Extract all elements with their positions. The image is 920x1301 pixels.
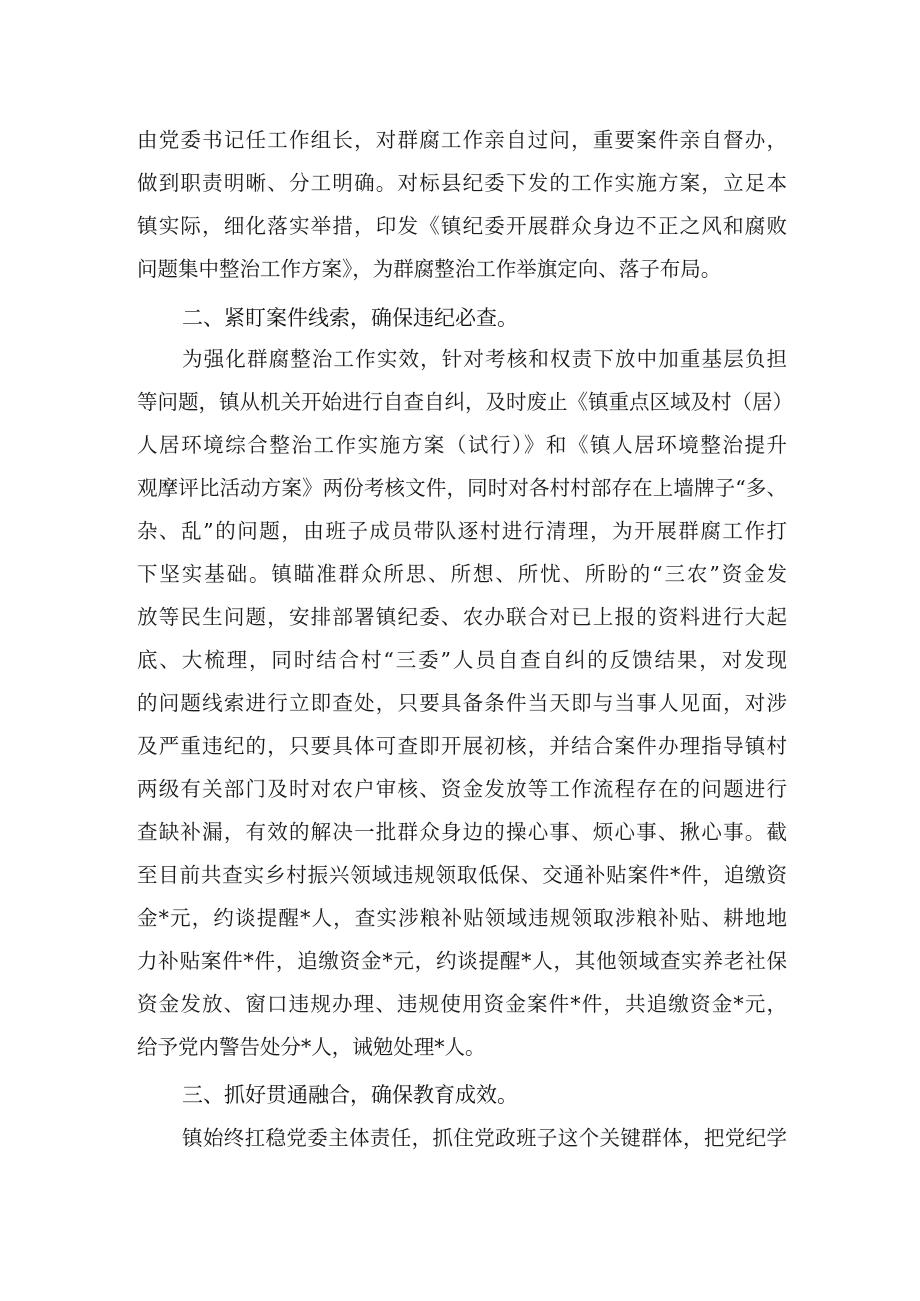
section-heading-2: 二、紧盯案件线索，确保违纪必查。 — [182, 306, 518, 330]
paragraph-line: 及严重违纪的，只要具体可查即开展初核，并结合案件办理指导镇村 — [137, 734, 787, 758]
paragraph-line: 镇始终扛稳党委主体责任，抓住党政班子这个关键群体，把党纪学 — [182, 1126, 787, 1150]
paragraph-line: 下坚实基础。镇瞄准群众所思、所想、所忧、所盼的“三农”资金发 — [137, 562, 787, 586]
paragraph-line: 查缺补漏，有效的解决一批群众身边的操心事、烦心事、揪心事。截 — [137, 820, 787, 844]
paragraph-line: 问题集中整治工作方案》，为群腐整治工作举旗定向、落子布局。 — [137, 257, 722, 281]
paragraph-line: 观摩评比活动方案》两份考核文件，同时对各村村部存在上墙牌子“多、 — [137, 476, 787, 500]
paragraph-line: 力补贴案件*件，追缴资金*元，约谈提醒*人，其他领域查实养老社保 — [137, 949, 787, 973]
paragraph-line: 人居环境综合整治工作实施方案（试行）》和《镇人居环境整治提升 — [137, 433, 787, 457]
paragraph-line: 给予党内警告处分*人，诫勉处理*人。 — [137, 1035, 486, 1059]
paragraph-line: 两级有关部门及时对农户审核、资金发放等工作流程存在的问题进行 — [137, 777, 787, 801]
paragraph-line: 等问题，镇从机关开始进行自查自纠，及时废止《镇重点区域及村（居） — [137, 390, 793, 414]
section-heading-3: 三、抓好贯通融合，确保教育成效。 — [182, 1083, 518, 1107]
paragraph-line: 金*元，约谈提醒*人，查实涉粮补贴领域违规领取涉粮补贴、耕地地 — [137, 906, 787, 930]
paragraph-line: 杂、乱”的问题，由班子成员带队逐村进行清理，为开展群腐工作打 — [137, 519, 787, 543]
paragraph-line: 为强化群腐整治工作实效，针对考核和权责下放中加重基层负担 — [182, 347, 787, 371]
paragraph-line: 的问题线索进行立即查处，只要具备条件当天即与当事人见面，对涉 — [137, 691, 787, 715]
paragraph-line: 资金发放、窗口违规办理、违规使用资金案件*件，共追缴资金*元， — [137, 992, 787, 1016]
paragraph-line: 做到职责明晰、分工明确。对标县纪委下发的工作实施方案，立足本 — [137, 171, 787, 195]
paragraph-line: 至目前共查实乡村振兴领域违规领取低保、交通补贴案件*件，追缴资 — [137, 863, 787, 887]
paragraph-line: 底、大梳理，同时结合村“三委”人员自查自纠的反馈结果，对发现 — [137, 648, 787, 672]
paragraph-line: 由党委书记任工作组长，对群腐工作亲自过问，重要案件亲自督办， — [137, 128, 787, 152]
paragraph-line: 放等民生问题，安排部署镇纪委、农办联合对已上报的资料进行大起 — [137, 605, 787, 629]
paragraph-line: 镇实际，细化落实举措，印发《镇纪委开展群众身边不正之风和腐败 — [137, 214, 787, 238]
